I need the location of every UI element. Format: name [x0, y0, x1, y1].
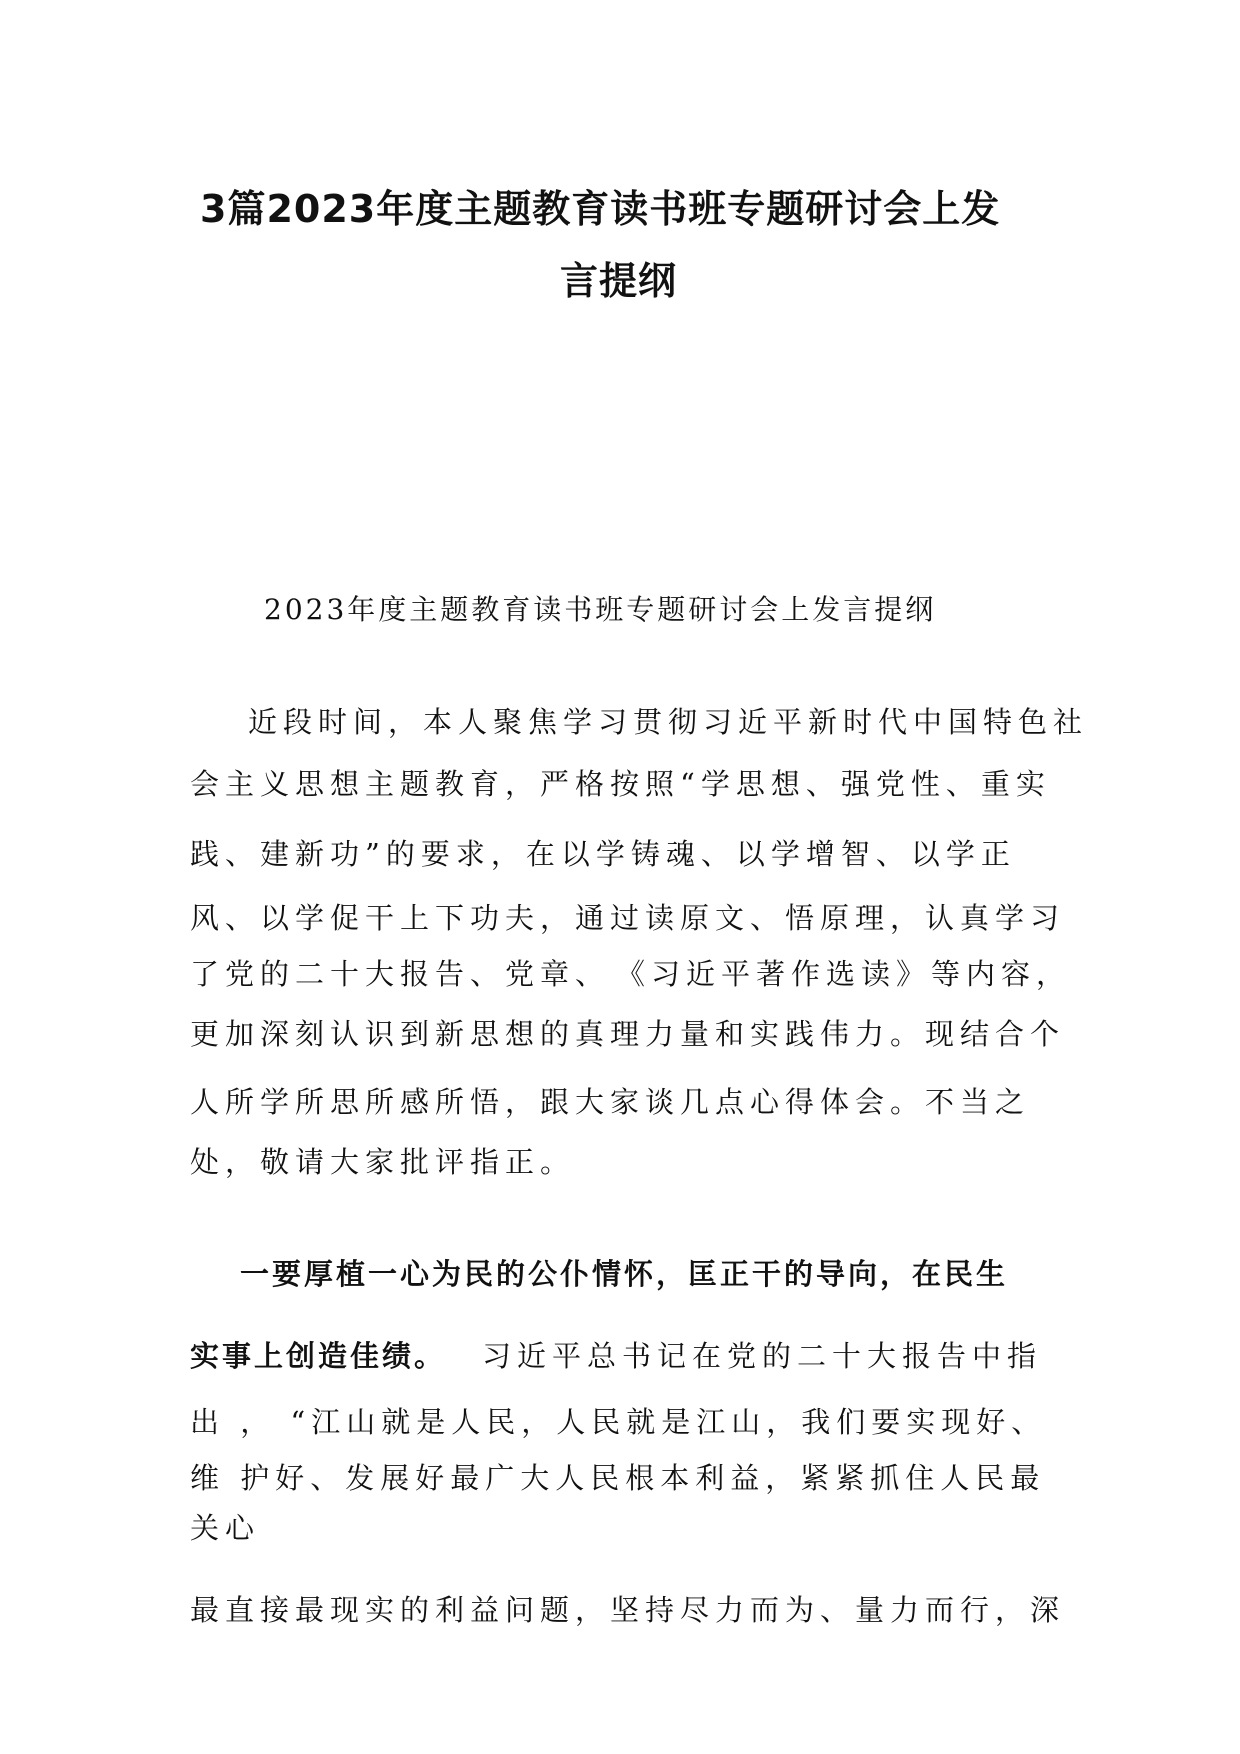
section-text: 习近平总书记在党的二十大报告中指: [482, 1339, 1043, 1373]
paragraph-line: 风、以学促干上下功夫，通过读原文、悟原理，认真学习: [190, 901, 1066, 935]
section-heading-continued: 实事上创造佳绩。: [190, 1339, 447, 1373]
document-title-line-2: 言提纲: [560, 259, 678, 303]
paragraph-line: 践、建新功”的要求，在以学铸魂、以学增智、以学正: [190, 837, 1016, 871]
section-line: [190, 1334, 1042, 1375]
section-line: 关心: [190, 1511, 261, 1545]
paragraph-line: 人所学所思所感所悟，跟大家谈几点心得体会。不当之: [190, 1085, 1031, 1119]
section-line: 维 护好、发展好最广大人民根本利益，紧紧抓住人民最: [190, 1461, 1046, 1495]
paragraph-line: 近段时间，本人聚焦学习贯彻习近平新时代中国特色社: [248, 705, 1089, 739]
document-title-line-1: 3篇2023年度主题教育读书班专题研讨会上发: [200, 187, 1001, 231]
document-subtitle: 2023年度主题教育读书班专题研讨会上发言提纲: [264, 593, 937, 626]
paragraph-line: 处，敬请大家批评指正。: [190, 1145, 576, 1179]
section-heading: 一要厚植一心为民的公仆情怀，匡正干的导向，在民生: [240, 1257, 1009, 1291]
paragraph-line: 会主义思想主题教育，严格按照“学思想、强党性、重实: [190, 767, 1051, 801]
paragraph-line: 了党的二十大报告、党章、 《习近平著作选读》等内容，: [190, 957, 1072, 991]
section-line: 最直接最现实的利益问题，坚持尽力而为、量力而行，深: [190, 1593, 1066, 1627]
section-line: 出 ， “江山就是人民，人民就是江山，我们要实现好、: [190, 1405, 1047, 1439]
paragraph-line: 更加深刻认识到新思想的真理力量和实践伟力。现结合个: [190, 1017, 1066, 1051]
